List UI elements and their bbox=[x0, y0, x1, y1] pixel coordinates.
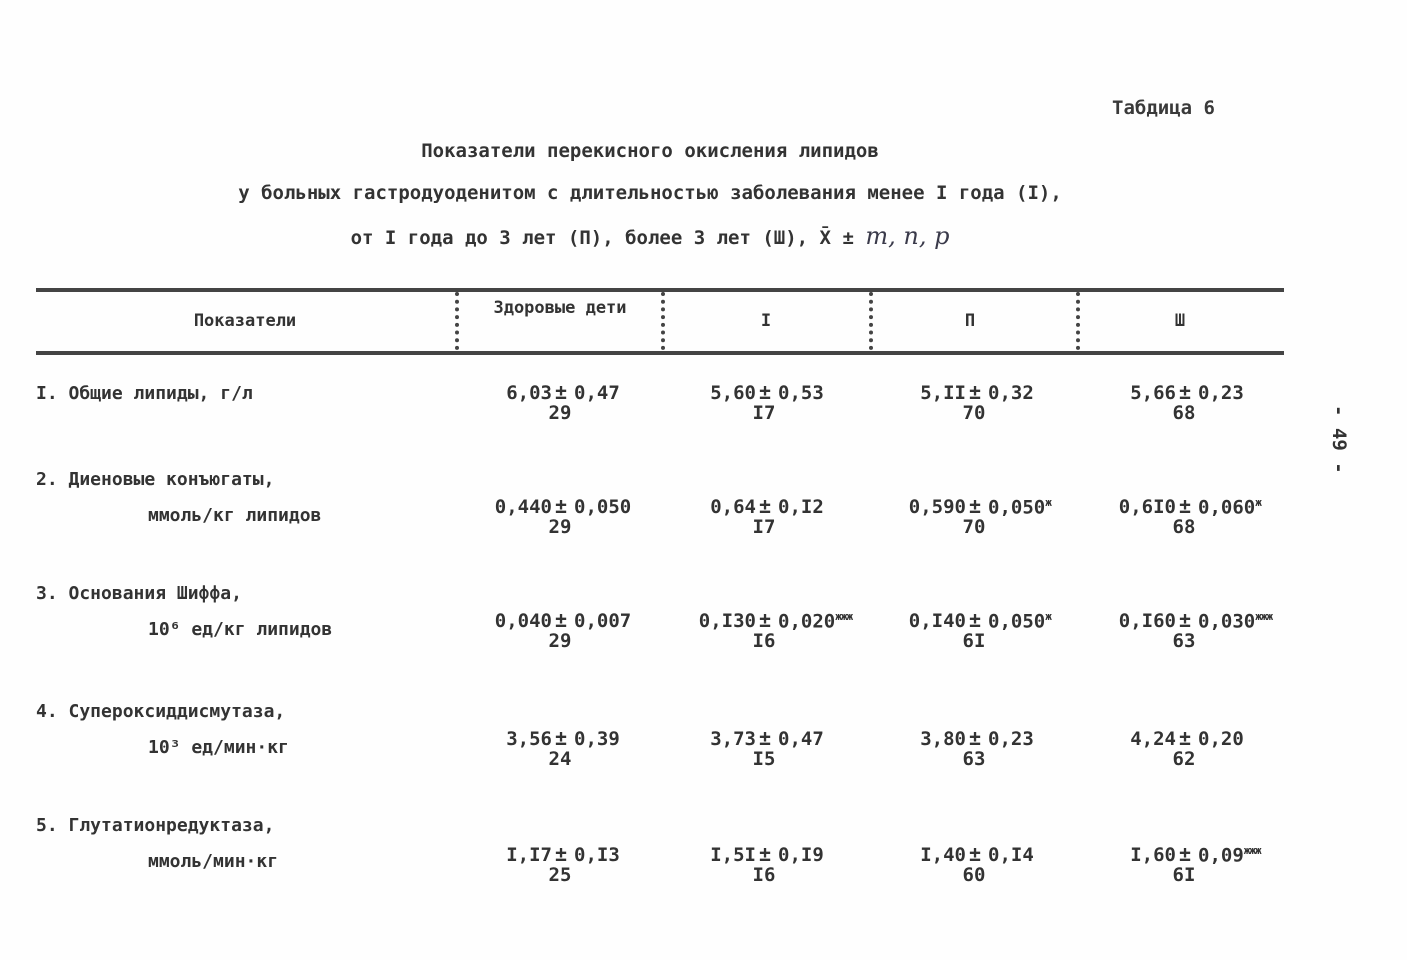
plus-minus-sign: ± bbox=[969, 726, 982, 750]
table-title-line-2: у больных гастродуоденитом с длительностью заболевания менее I года (I), bbox=[238, 182, 1062, 204]
row-label bbox=[36, 376, 253, 412]
cell-error bbox=[778, 496, 824, 518]
cell-error-value: 0,47 bbox=[778, 728, 824, 750]
row-label-line-2: 10³ ед/мин·кг bbox=[148, 737, 289, 758]
significance-mark: ж bbox=[1045, 496, 1051, 509]
plus-minus-sign: ± bbox=[759, 608, 772, 632]
cell-error-value: 0,I4 bbox=[988, 844, 1034, 866]
cell-mean: I,I7 bbox=[506, 844, 552, 866]
plus-minus-sign: ± bbox=[759, 842, 772, 866]
cell-sample-size: 24 bbox=[548, 748, 572, 770]
cell-sample-size: I7 bbox=[752, 402, 776, 424]
table-title-line-3 bbox=[0, 222, 1300, 250]
row-label-line-2: ммоль/кг липидов bbox=[148, 505, 322, 526]
header-group-2: П bbox=[964, 311, 976, 331]
cell-sample-size: I7 bbox=[752, 516, 776, 538]
table-cell bbox=[470, 844, 675, 890]
cell-error-value: 0,030 bbox=[1198, 610, 1256, 633]
handwritten-notation: m, n, p bbox=[865, 222, 950, 250]
cell-sample-size: I5 bbox=[752, 748, 776, 770]
cell-sample-size: 68 bbox=[1172, 516, 1196, 538]
plus-minus-sign: ± bbox=[1179, 380, 1192, 404]
cell-error-value: 0,007 bbox=[574, 610, 632, 632]
cell-error bbox=[988, 496, 1051, 518]
cell-error bbox=[1198, 610, 1272, 632]
significance-mark: жжж bbox=[1243, 844, 1261, 857]
cell-error-value: 0,020 bbox=[778, 610, 836, 633]
cell-error-value: 0,53 bbox=[778, 382, 824, 404]
significance-mark: ж bbox=[1045, 610, 1051, 623]
cell-mean: 0,440 bbox=[494, 496, 552, 518]
table-top-rule bbox=[36, 288, 1284, 292]
header-indicator: Показатели bbox=[193, 311, 297, 331]
table-cell bbox=[674, 610, 879, 656]
cell-sample-size: 63 bbox=[1172, 630, 1196, 652]
row-label bbox=[36, 808, 278, 880]
cell-error-value: 0,050 bbox=[574, 496, 632, 518]
cell-mean: I,40 bbox=[920, 844, 966, 866]
cell-mean: 0,I40 bbox=[908, 610, 966, 632]
row-label-line-2: 10⁶ ед/кг липидов bbox=[148, 619, 333, 640]
plus-minus-sign: ± bbox=[759, 380, 772, 404]
plus-minus-sign: ± bbox=[555, 842, 568, 866]
cell-error-value: 0,23 bbox=[988, 728, 1034, 750]
significance-mark: жжж bbox=[1255, 610, 1273, 623]
significance-mark: жжж bbox=[835, 610, 853, 623]
table-cell bbox=[884, 610, 1089, 656]
row-label-line-1: 4. Супероксиддисмутаза, bbox=[36, 701, 286, 722]
cell-mean: 3,80 bbox=[920, 728, 966, 750]
cell-error-value: 0,47 bbox=[574, 382, 620, 404]
table-cell bbox=[884, 496, 1089, 542]
plus-minus-sign: ± bbox=[969, 494, 982, 518]
cell-error-value: 0,050 bbox=[988, 610, 1046, 633]
cell-error bbox=[988, 728, 1034, 750]
column-separator bbox=[1076, 292, 1084, 350]
header-healthy-children: Здоровые дети bbox=[493, 298, 627, 318]
cell-error bbox=[778, 844, 824, 866]
cell-mean: 5,66 bbox=[1130, 382, 1176, 404]
plus-minus-sign: ± bbox=[1179, 608, 1192, 632]
header-group-1: I bbox=[760, 311, 772, 331]
cell-mean: 5,II bbox=[920, 382, 966, 404]
cell-sample-size: 63 bbox=[962, 748, 986, 770]
cell-sample-size: I6 bbox=[752, 630, 776, 652]
table-cell bbox=[884, 382, 1089, 428]
plus-minus-sign: ± bbox=[969, 842, 982, 866]
cell-mean: 0,64 bbox=[710, 496, 756, 518]
plus-minus-sign: ± bbox=[555, 494, 568, 518]
cell-sample-size: 29 bbox=[548, 630, 572, 652]
cell-error-value: 0,050 bbox=[988, 496, 1046, 519]
cell-mean: 3,73 bbox=[710, 728, 756, 750]
cell-error bbox=[574, 844, 620, 866]
row-label bbox=[36, 576, 332, 648]
cell-sample-size: 6I bbox=[1172, 864, 1196, 886]
cell-sample-size: 62 bbox=[1172, 748, 1196, 770]
cell-error-value: 0,I3 bbox=[574, 844, 620, 866]
cell-mean: 3,56 bbox=[506, 728, 552, 750]
cell-sample-size: 29 bbox=[548, 516, 572, 538]
header-group-3: Ш bbox=[1174, 311, 1186, 331]
plus-minus-sign: ± bbox=[555, 608, 568, 632]
cell-error-value: 0,09 bbox=[1198, 844, 1244, 867]
row-label bbox=[36, 694, 289, 766]
table-cell bbox=[1094, 844, 1299, 890]
cell-error bbox=[988, 844, 1034, 866]
row-label-line-1: 5. Глутатионредуктаза, bbox=[36, 815, 275, 836]
cell-mean: 6,03 bbox=[506, 382, 552, 404]
plus-minus-sign: ± bbox=[1179, 494, 1192, 518]
cell-error bbox=[574, 610, 631, 632]
page-number: - 49 - bbox=[1328, 405, 1350, 474]
table-cell bbox=[674, 728, 879, 774]
cell-sample-size: 68 bbox=[1172, 402, 1196, 424]
table-cell bbox=[1094, 610, 1299, 656]
cell-error bbox=[1198, 496, 1261, 518]
cell-error bbox=[574, 382, 620, 404]
table-cell bbox=[470, 382, 675, 428]
table-title-line-3-typed: от I года до 3 лет (П), более 3 лет (Ш), X̄ ± bbox=[350, 227, 854, 249]
cell-mean: 0,590 bbox=[908, 496, 966, 518]
table-cell bbox=[470, 728, 675, 774]
plus-minus-sign: ± bbox=[969, 380, 982, 404]
cell-error bbox=[988, 610, 1051, 632]
column-separator bbox=[455, 292, 463, 350]
cell-error-value: 0,32 bbox=[988, 382, 1034, 404]
row-label-line-2: ммоль/мин·кг bbox=[148, 851, 279, 872]
cell-error-value: 0,39 bbox=[574, 728, 620, 750]
cell-mean: 0,040 bbox=[494, 610, 552, 632]
cell-mean: 0,I60 bbox=[1118, 610, 1176, 632]
cell-mean: I,60 bbox=[1130, 844, 1176, 866]
cell-sample-size: 70 bbox=[962, 516, 986, 538]
plus-minus-sign: ± bbox=[555, 726, 568, 750]
table-header-bottom-rule bbox=[36, 351, 1284, 355]
plus-minus-sign: ± bbox=[555, 380, 568, 404]
row-label-line-1: 3. Основания Шиффа, bbox=[36, 583, 242, 604]
table-cell bbox=[884, 844, 1089, 890]
cell-error-value: 0,23 bbox=[1198, 382, 1244, 404]
cell-error bbox=[574, 496, 631, 518]
cell-sample-size: 6I bbox=[962, 630, 986, 652]
cell-mean: 4,24 bbox=[1130, 728, 1176, 750]
row-label bbox=[36, 462, 321, 534]
significance-mark: ж bbox=[1255, 496, 1261, 509]
cell-error bbox=[1198, 382, 1244, 404]
table-cell bbox=[470, 610, 675, 656]
cell-sample-size: 60 bbox=[962, 864, 986, 886]
table-cell bbox=[674, 844, 879, 890]
cell-error bbox=[574, 728, 620, 750]
cell-sample-size: 70 bbox=[962, 402, 986, 424]
table-label: Табдица 6 bbox=[1112, 97, 1215, 119]
cell-error bbox=[1198, 728, 1244, 750]
cell-sample-size: 29 bbox=[548, 402, 572, 424]
cell-error bbox=[988, 382, 1034, 404]
cell-error-value: 0,060 bbox=[1198, 496, 1256, 519]
cell-error bbox=[778, 728, 824, 750]
column-separator bbox=[869, 292, 877, 350]
table-cell bbox=[674, 496, 879, 542]
cell-error bbox=[778, 382, 824, 404]
cell-mean: 5,60 bbox=[710, 382, 756, 404]
row-label-line-1: I. Общие липиды, г/л bbox=[36, 383, 253, 404]
cell-error-value: 0,I9 bbox=[778, 844, 824, 866]
cell-sample-size: I6 bbox=[752, 864, 776, 886]
cell-error bbox=[1198, 844, 1261, 866]
row-label-line-1: 2. Диеновые конъюгаты, bbox=[36, 469, 275, 490]
cell-error bbox=[778, 610, 852, 632]
table-cell bbox=[470, 496, 675, 542]
table-cell bbox=[1094, 728, 1299, 774]
plus-minus-sign: ± bbox=[969, 608, 982, 632]
cell-mean: 0,I30 bbox=[698, 610, 756, 632]
cell-mean: 0,6I0 bbox=[1118, 496, 1176, 518]
table-cell bbox=[1094, 382, 1299, 428]
plus-minus-sign: ± bbox=[759, 726, 772, 750]
column-separator bbox=[661, 292, 669, 350]
cell-error-value: 0,I2 bbox=[778, 496, 824, 518]
plus-minus-sign: ± bbox=[1179, 842, 1192, 866]
table-cell bbox=[884, 728, 1089, 774]
plus-minus-sign: ± bbox=[759, 494, 772, 518]
cell-sample-size: 25 bbox=[548, 864, 572, 886]
cell-mean: I,5I bbox=[710, 844, 756, 866]
cell-error-value: 0,20 bbox=[1198, 728, 1244, 750]
plus-minus-sign: ± bbox=[1179, 726, 1192, 750]
table-cell bbox=[674, 382, 879, 428]
table-cell bbox=[1094, 496, 1299, 542]
table-title-line-1: Показатели перекисного окисления липидов bbox=[421, 140, 879, 162]
